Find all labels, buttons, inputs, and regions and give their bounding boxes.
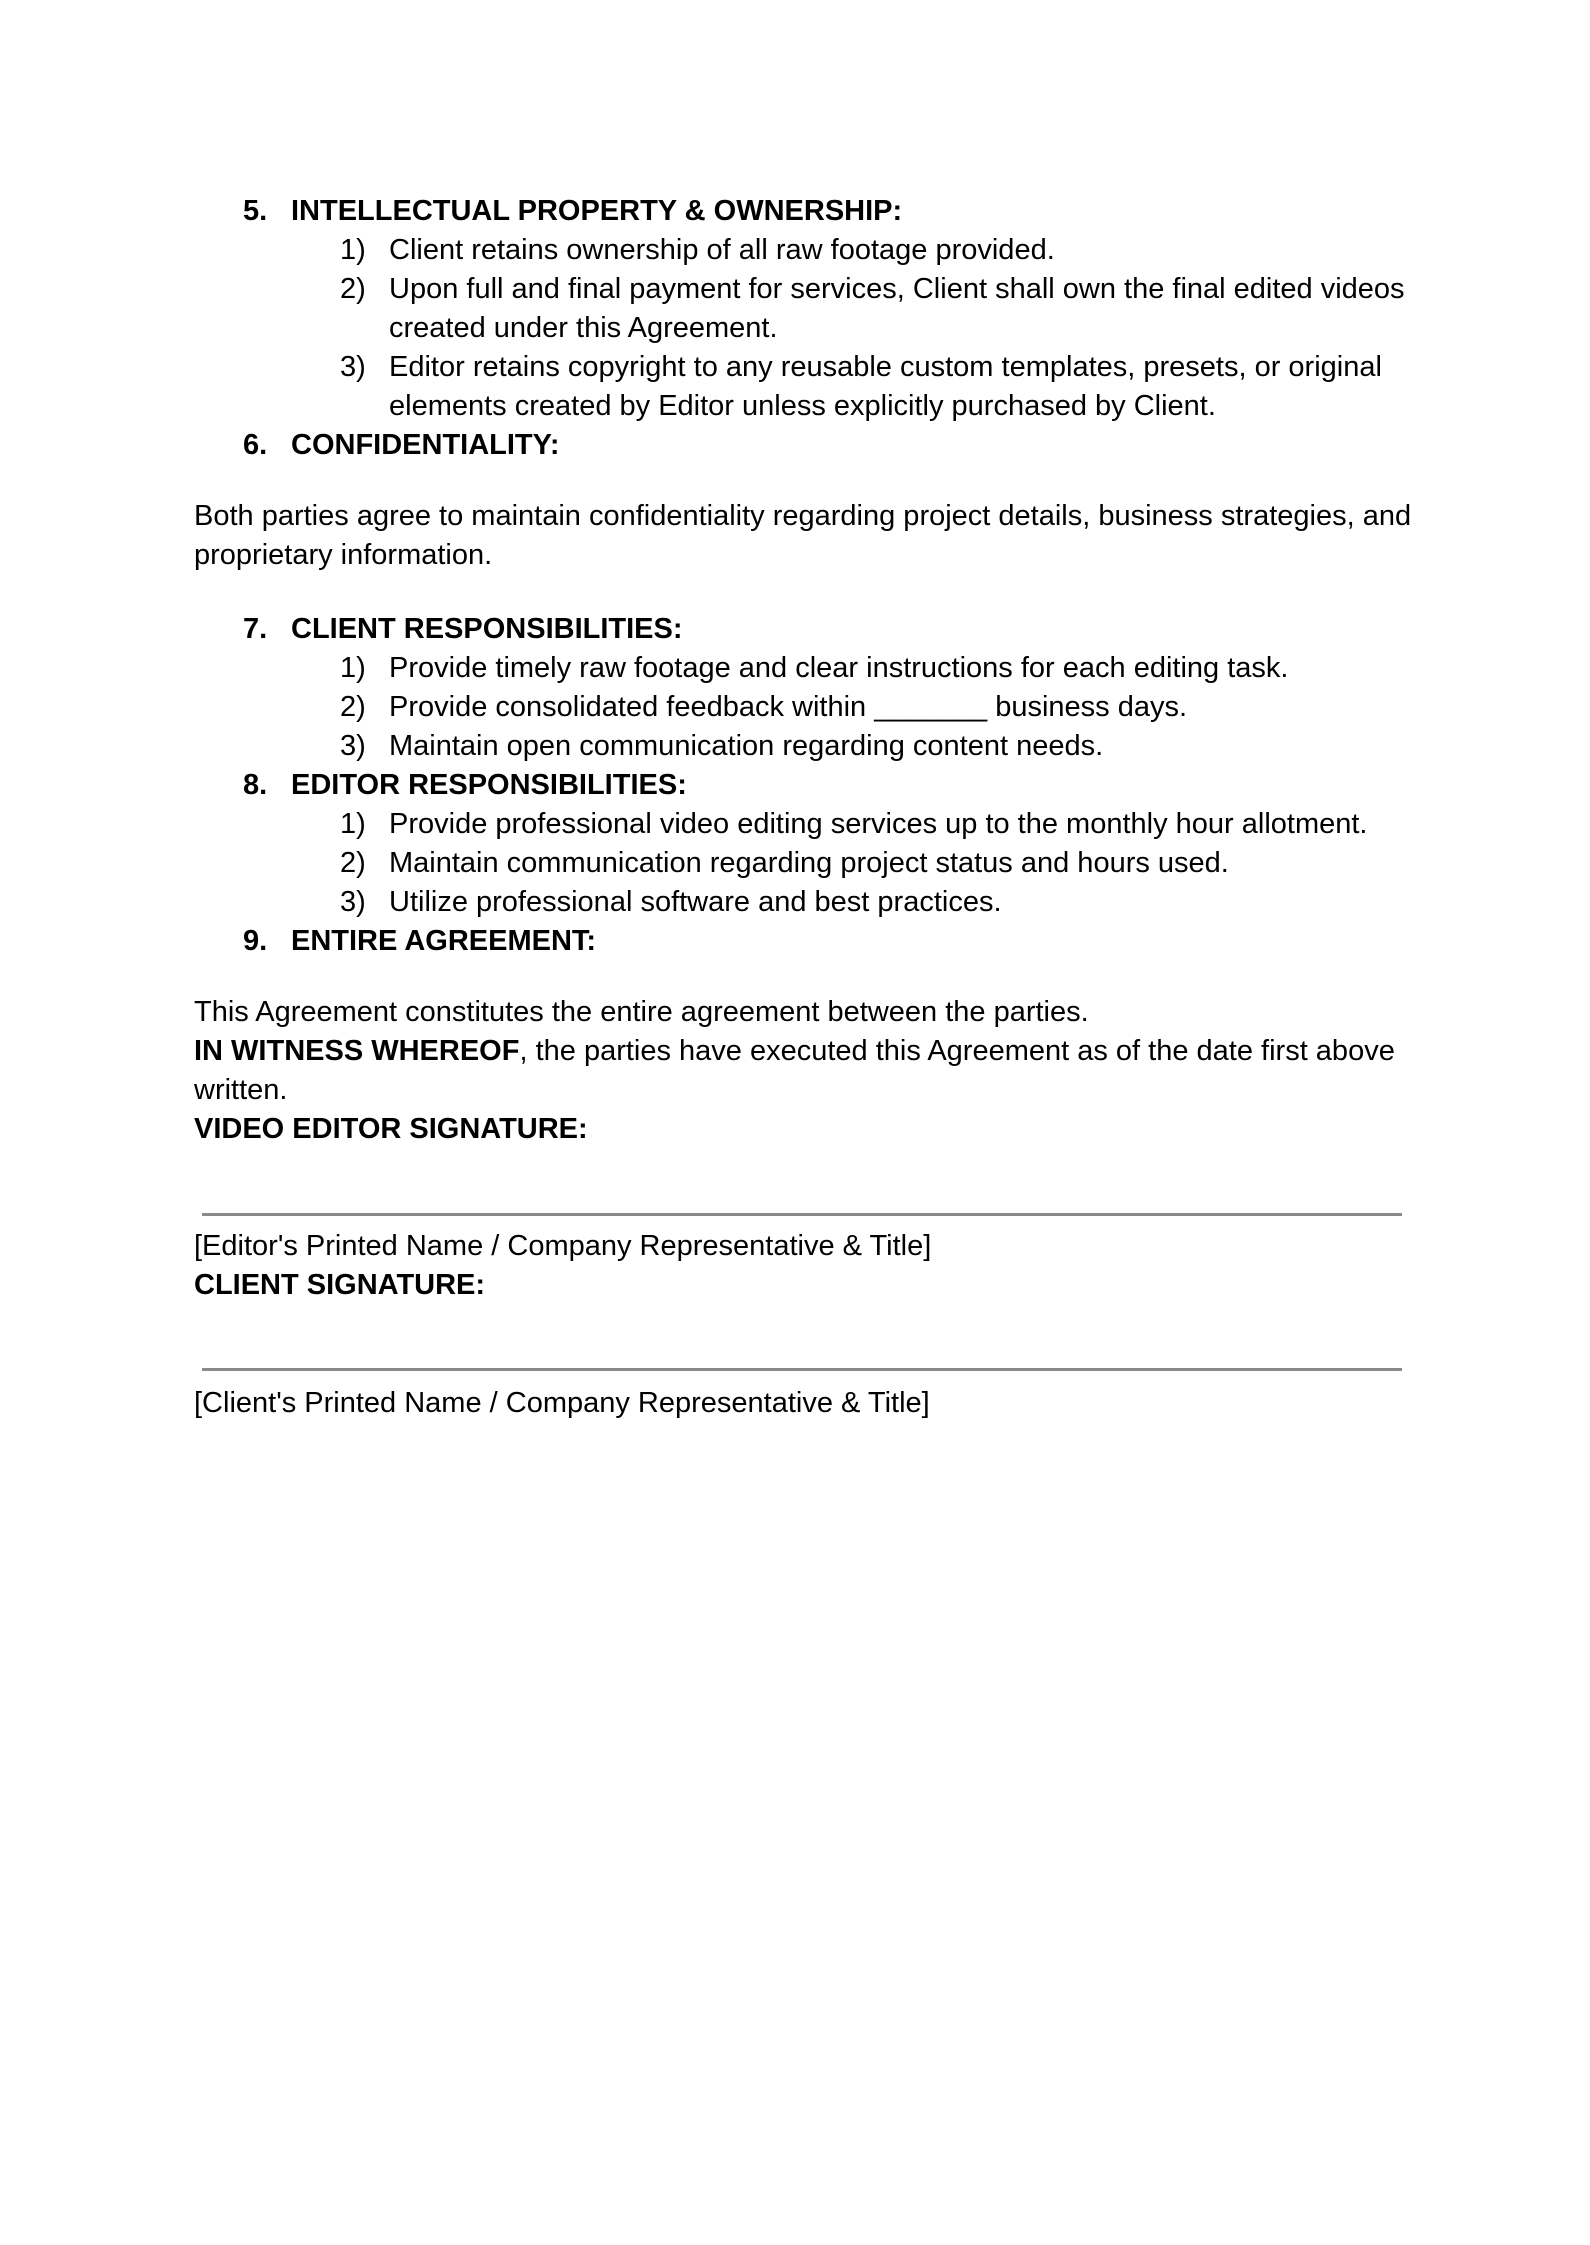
item-text: Provide professional video editing services up to the monthly hour allotment. [389,808,1368,840]
list-item [340,348,1410,426]
witness-text: , the parties have executed this Agreement as of the date first above written. [194,1035,1395,1106]
section-number: 7. [243,613,268,645]
item-number: 2) [340,847,366,879]
list-item [340,688,1410,727]
section-heading-editor-responsibilities [243,766,687,805]
editor-signature-line [202,1213,1402,1216]
item-number: 3) [340,886,366,918]
section-title: CLIENT RESPONSIBILITIES: [291,613,683,645]
section-number: 8. [243,769,268,801]
item-number: 2) [340,691,366,723]
item-text: Maintain open communication regarding content needs. [389,730,1104,762]
item-text: Maintain communication regarding project status and hours used. [389,847,1229,879]
list-item [340,649,1410,688]
list-item [340,883,1410,922]
list-item [340,805,1410,844]
section-heading-ip [243,192,902,231]
section-number: 5. [243,195,268,227]
list-item [340,727,1410,766]
client-signature-caption: [Client's Printed Name / Company Representative & Title] [194,1387,930,1419]
client-signature-line [202,1368,1402,1371]
list-item [340,270,1410,348]
item-number: 3) [340,351,366,383]
section-number: 9. [243,925,268,957]
list-item [340,844,1410,883]
section-heading-client-responsibilities [243,610,683,649]
section-title: EDITOR RESPONSIBILITIES: [291,769,687,801]
section-number: 6. [243,429,268,461]
item-text: Utilize professional software and best practices. [389,886,1002,918]
section-title: ENTIRE AGREEMENT: [291,925,597,957]
witness-paragraph [194,1032,1414,1110]
editor-signature-caption: [Editor's Printed Name / Company Representative & Title] [194,1230,932,1262]
section-title: CONFIDENTIALITY: [291,429,560,461]
section-title: INTELLECTUAL PROPERTY & OWNERSHIP: [291,195,903,227]
item-text: Provide consolidated feedback within _______ business days. [389,691,1188,723]
item-number: 1) [340,234,366,266]
item-text: Provide timely raw footage and clear instructions for each editing task. [389,652,1289,684]
entire-agreement-paragraph: This Agreement constitutes the entire agreement between the parties. [194,996,1089,1028]
editor-signature-heading: VIDEO EDITOR SIGNATURE: [194,1113,588,1145]
section-heading-confidentiality [243,426,560,465]
item-text: Client retains ownership of all raw footage provided. [389,234,1055,266]
item-number: 1) [340,808,366,840]
witness-bold: IN WITNESS WHEREOF [194,1035,520,1067]
item-text: Editor retains copyright to any reusable custom templates, presets, or original elements created by Editor unless explicitly purchased by Client. [389,351,1382,422]
client-signature-heading: CLIENT SIGNATURE: [194,1269,486,1301]
confidentiality-paragraph: Both parties agree to maintain confidentiality regarding project details, business strategies, and proprietary information. [194,500,1412,571]
section-heading-entire-agreement [243,922,596,961]
item-number: 2) [340,273,366,305]
item-number: 3) [340,730,366,762]
list-item [340,231,1410,270]
item-number: 1) [340,652,366,684]
item-text: Upon full and final payment for services, Client shall own the final edited videos created under this Agreement. [389,273,1405,344]
